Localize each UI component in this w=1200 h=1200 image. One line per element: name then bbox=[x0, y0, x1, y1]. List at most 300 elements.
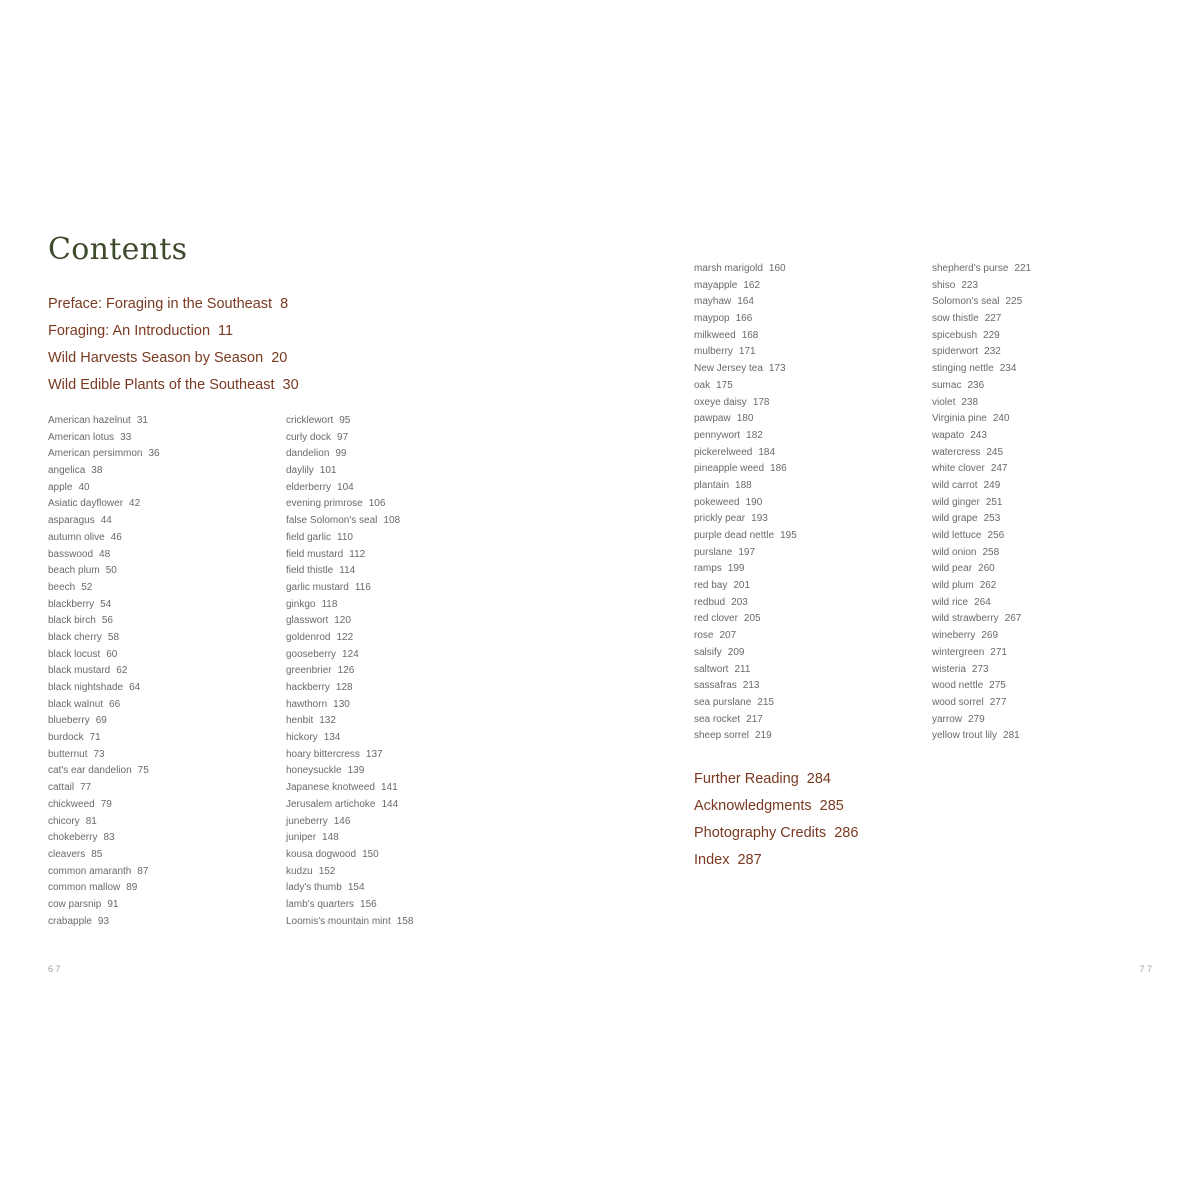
entry-label: pawpaw bbox=[694, 413, 731, 425]
entry-label: red clover bbox=[694, 613, 738, 625]
page-title: Contents bbox=[48, 232, 188, 267]
entry-label: sumac bbox=[932, 379, 962, 391]
plant-entry[interactable] bbox=[48, 880, 160, 897]
plant-entry[interactable] bbox=[286, 446, 413, 463]
entry-label: Preface: Foraging in the Southeast bbox=[48, 296, 273, 312]
entry-label: Jerusalem artichoke bbox=[286, 798, 376, 810]
entry-label: garlic mustard bbox=[286, 581, 349, 593]
plant-entry[interactable] bbox=[286, 413, 413, 430]
plant-entry[interactable] bbox=[286, 880, 413, 897]
entry-page-number: 264 bbox=[974, 596, 991, 608]
plant-entry[interactable] bbox=[932, 528, 1031, 545]
plant-entry[interactable] bbox=[286, 563, 413, 580]
plant-entry[interactable] bbox=[694, 395, 797, 412]
entry-label: beech bbox=[48, 581, 76, 593]
entry-label: evening primrose bbox=[286, 498, 363, 510]
toc-section-entry[interactable] bbox=[48, 372, 299, 399]
entry-page-number: 249 bbox=[983, 479, 1001, 491]
entry-label: gooseberry bbox=[286, 648, 337, 660]
entry-label: hawthorn bbox=[286, 698, 328, 710]
entry-label: spicebush bbox=[932, 329, 978, 341]
plant-entry[interactable] bbox=[48, 413, 160, 430]
plant-entry[interactable] bbox=[48, 580, 160, 597]
plant-entry[interactable] bbox=[694, 511, 797, 528]
entry-page-number: 188 bbox=[735, 479, 752, 491]
entry-page-number: 116 bbox=[354, 581, 371, 593]
entry-label: sheep sorrel bbox=[694, 730, 750, 742]
plant-entry[interactable] bbox=[48, 597, 160, 614]
entry-page-number: 20 bbox=[271, 350, 288, 366]
plant-entry[interactable] bbox=[932, 678, 1031, 695]
plant-list-column-1 bbox=[48, 413, 160, 930]
plant-entry[interactable] bbox=[694, 445, 797, 462]
toc-section-entry[interactable] bbox=[48, 318, 299, 345]
entry-page-number: 148 bbox=[322, 832, 339, 844]
entry-page-number: 223 bbox=[961, 279, 979, 291]
entry-label: mayhaw bbox=[694, 296, 732, 308]
plant-entry[interactable] bbox=[694, 428, 797, 445]
entry-label: black cherry bbox=[48, 631, 102, 643]
entry-label: purple dead nettle bbox=[694, 530, 775, 541]
plant-entry[interactable] bbox=[694, 528, 797, 545]
entry-label: American persimmon bbox=[48, 448, 143, 460]
entry-label: blackberry bbox=[48, 598, 95, 610]
entry-page-number: 95 bbox=[339, 415, 351, 426]
entry-page-number: 260 bbox=[978, 563, 995, 575]
plant-entry[interactable] bbox=[48, 496, 160, 513]
entry-label: salsify bbox=[694, 646, 722, 658]
entry-label: white clover bbox=[932, 463, 985, 475]
entry-page-number: 56 bbox=[101, 615, 113, 627]
entry-page-number: 164 bbox=[737, 296, 754, 308]
plant-entry[interactable] bbox=[932, 495, 1031, 512]
plant-entry[interactable] bbox=[694, 595, 797, 612]
entry-page-number: 44 bbox=[100, 515, 112, 527]
entry-page-number: 258 bbox=[982, 546, 1000, 558]
entry-label: pennywort bbox=[694, 429, 741, 441]
plant-entry[interactable] bbox=[48, 897, 160, 914]
plant-entry[interactable] bbox=[694, 561, 797, 578]
entry-label: black mustard bbox=[48, 665, 111, 677]
plant-entry[interactable] bbox=[694, 578, 797, 595]
plant-entry[interactable] bbox=[48, 797, 160, 814]
plant-entry[interactable] bbox=[932, 344, 1031, 361]
entry-page-number: 285 bbox=[819, 798, 844, 814]
plant-entry[interactable] bbox=[286, 597, 413, 614]
plant-entry[interactable] bbox=[932, 561, 1031, 578]
entry-page-number: 106 bbox=[368, 498, 386, 510]
plant-entry[interactable] bbox=[48, 864, 160, 881]
plant-entry[interactable] bbox=[694, 378, 797, 395]
entry-page-number: 60 bbox=[106, 648, 118, 660]
entry-label: field mustard bbox=[286, 548, 344, 560]
entry-label: wild grape bbox=[932, 513, 978, 525]
plant-entry[interactable] bbox=[48, 847, 160, 864]
entry-page-number: 277 bbox=[989, 696, 1007, 708]
entry-label: violet bbox=[932, 396, 956, 408]
entry-label: wild plum bbox=[932, 580, 974, 592]
plant-list-column-4 bbox=[932, 261, 1031, 745]
plant-entry[interactable] bbox=[694, 478, 797, 495]
entry-page-number: 130 bbox=[333, 698, 350, 710]
plant-entry[interactable] bbox=[932, 411, 1031, 428]
entry-page-number: 209 bbox=[727, 646, 745, 658]
entry-page-number: 97 bbox=[337, 431, 349, 443]
entry-page-number: 54 bbox=[100, 598, 112, 610]
main-entries bbox=[48, 291, 299, 399]
folio-right: 7 7 bbox=[1139, 964, 1152, 974]
entry-page-number: 253 bbox=[983, 513, 1001, 525]
plant-entry[interactable] bbox=[286, 547, 413, 564]
entry-label: mulberry bbox=[694, 346, 733, 358]
plant-entry[interactable] bbox=[286, 864, 413, 881]
plant-entry[interactable] bbox=[694, 545, 797, 562]
entry-page-number: 137 bbox=[365, 748, 383, 760]
entry-label: wintergreen bbox=[932, 646, 985, 658]
entry-label: spiderwort bbox=[932, 346, 979, 358]
entry-label: wild lettuce bbox=[932, 530, 982, 541]
entry-label: lady's thumb bbox=[286, 882, 342, 894]
plant-entry[interactable] bbox=[286, 797, 413, 814]
entry-label: Japanese knotweed bbox=[286, 782, 375, 794]
entry-page-number: 158 bbox=[396, 915, 414, 927]
entry-page-number: 150 bbox=[362, 848, 379, 860]
back-matter-entry[interactable] bbox=[694, 820, 858, 847]
plant-entry[interactable] bbox=[694, 311, 797, 328]
entry-page-number: 195 bbox=[780, 530, 797, 541]
entry-page-number: 240 bbox=[992, 413, 1010, 425]
entry-label: common amaranth bbox=[48, 865, 132, 877]
plant-entry[interactable] bbox=[286, 914, 413, 931]
plant-entry[interactable] bbox=[48, 680, 160, 697]
entry-page-number: 232 bbox=[984, 346, 1001, 358]
plant-entry[interactable] bbox=[286, 763, 413, 780]
entry-label: kousa dogwood bbox=[286, 848, 357, 860]
entry-label: Asiatic dayflower bbox=[48, 498, 124, 510]
plant-entry[interactable] bbox=[694, 695, 797, 712]
plant-entry[interactable] bbox=[286, 480, 413, 497]
entry-label: ramps bbox=[694, 563, 722, 575]
plant-entry[interactable] bbox=[932, 712, 1031, 729]
plant-entry[interactable] bbox=[48, 446, 160, 463]
entry-label: juniper bbox=[286, 832, 317, 844]
entry-label: lamb's quarters bbox=[286, 898, 355, 910]
entry-page-number: 238 bbox=[961, 396, 979, 408]
entry-page-number: 199 bbox=[727, 563, 745, 575]
entry-page-number: 77 bbox=[80, 782, 92, 794]
plant-entry[interactable] bbox=[48, 463, 160, 480]
entry-label: cricklewort bbox=[286, 415, 334, 426]
plant-entry[interactable] bbox=[932, 395, 1031, 412]
entry-page-number: 186 bbox=[770, 463, 787, 475]
entry-page-number: 190 bbox=[745, 496, 763, 508]
plant-entry[interactable] bbox=[694, 261, 797, 278]
plant-entry[interactable] bbox=[932, 478, 1031, 495]
entry-page-number: 89 bbox=[126, 882, 138, 894]
plant-entry[interactable] bbox=[48, 780, 160, 797]
entry-label: pokeweed bbox=[694, 496, 740, 508]
plant-entry[interactable] bbox=[694, 411, 797, 428]
entry-page-number: 207 bbox=[719, 630, 737, 642]
entry-page-number: 31 bbox=[136, 415, 148, 426]
entry-label: henbit bbox=[286, 715, 314, 727]
entry-label: Further Reading bbox=[694, 771, 799, 787]
entry-label: Index bbox=[694, 852, 730, 868]
plant-entry[interactable] bbox=[932, 595, 1031, 612]
plant-entry[interactable] bbox=[932, 628, 1031, 645]
entry-label: Virginia pine bbox=[932, 413, 987, 425]
plant-list-column-3 bbox=[694, 261, 797, 745]
entry-label: oak bbox=[694, 379, 711, 391]
entry-page-number: 146 bbox=[333, 815, 351, 827]
plant-entry[interactable] bbox=[694, 495, 797, 512]
plant-entry[interactable] bbox=[932, 261, 1031, 278]
plant-entry[interactable] bbox=[286, 613, 413, 630]
entry-label: honeysuckle bbox=[286, 765, 342, 777]
plant-entry[interactable] bbox=[48, 663, 160, 680]
entry-label: crabapple bbox=[48, 915, 92, 927]
entry-page-number: 40 bbox=[78, 481, 90, 493]
back-matter-entry[interactable] bbox=[694, 793, 858, 820]
entry-page-number: 134 bbox=[323, 732, 341, 744]
plant-entry[interactable] bbox=[286, 630, 413, 647]
entry-page-number: 46 bbox=[110, 531, 122, 543]
entry-label: wild ginger bbox=[932, 496, 980, 508]
entry-label: stinging nettle bbox=[932, 363, 994, 375]
entry-page-number: 83 bbox=[103, 832, 115, 844]
entry-label: black walnut bbox=[48, 698, 104, 710]
back-matter-entry[interactable] bbox=[694, 766, 858, 793]
plant-entry[interactable] bbox=[48, 697, 160, 714]
entry-label: pickerelweed bbox=[694, 446, 753, 458]
right-page bbox=[600, 0, 1200, 1200]
entry-label: pineapple weed bbox=[694, 463, 765, 475]
entry-page-number: 236 bbox=[967, 379, 985, 391]
entry-page-number: 110 bbox=[337, 531, 353, 543]
plant-entry[interactable] bbox=[286, 647, 413, 664]
plant-entry[interactable] bbox=[932, 578, 1031, 595]
entry-label: saltwort bbox=[694, 663, 729, 675]
plant-entry[interactable] bbox=[932, 645, 1031, 662]
entry-page-number: 269 bbox=[981, 630, 999, 642]
plant-entry[interactable] bbox=[932, 294, 1031, 311]
entry-label: prickly pear bbox=[694, 513, 746, 525]
toc-section-entry[interactable] bbox=[48, 345, 299, 372]
entry-label: greenbrier bbox=[286, 665, 332, 677]
plant-entry[interactable] bbox=[286, 814, 413, 831]
plant-entry[interactable] bbox=[694, 678, 797, 695]
folio-left: 6 7 bbox=[48, 964, 61, 974]
entry-page-number: 243 bbox=[970, 429, 987, 441]
plant-entry[interactable] bbox=[286, 513, 413, 530]
entry-page-number: 229 bbox=[983, 329, 1000, 341]
entry-label: ginkgo bbox=[286, 598, 316, 610]
entry-page-number: 42 bbox=[129, 498, 141, 510]
entry-label: sassafras bbox=[694, 680, 737, 692]
plant-entry[interactable] bbox=[694, 344, 797, 361]
entry-page-number: 114 bbox=[339, 565, 356, 577]
plant-entry[interactable] bbox=[932, 361, 1031, 378]
plant-entry[interactable] bbox=[48, 430, 160, 447]
entry-label: chickweed bbox=[48, 798, 95, 810]
entry-page-number: 175 bbox=[716, 379, 733, 391]
entry-label: cleavers bbox=[48, 848, 86, 860]
plant-entry[interactable] bbox=[48, 747, 160, 764]
entry-page-number: 30 bbox=[282, 377, 299, 393]
plant-entry[interactable] bbox=[286, 580, 413, 597]
plant-entry[interactable] bbox=[932, 278, 1031, 295]
entry-page-number: 168 bbox=[741, 329, 759, 341]
entry-page-number: 221 bbox=[1014, 263, 1032, 274]
plant-entry[interactable] bbox=[286, 496, 413, 513]
plant-list-column-2 bbox=[286, 413, 413, 930]
plant-entry[interactable] bbox=[48, 647, 160, 664]
plant-entry[interactable] bbox=[286, 897, 413, 914]
plant-entry[interactable] bbox=[694, 361, 797, 378]
plant-entry[interactable] bbox=[48, 914, 160, 931]
plant-entry[interactable] bbox=[932, 611, 1031, 628]
entry-page-number: 75 bbox=[137, 765, 149, 777]
entry-page-number: 152 bbox=[318, 865, 336, 877]
entry-label: juneberry bbox=[286, 815, 328, 827]
entry-page-number: 64 bbox=[129, 682, 141, 693]
entry-page-number: 58 bbox=[107, 631, 120, 643]
entry-page-number: 225 bbox=[1005, 296, 1023, 308]
plant-entry[interactable] bbox=[286, 530, 413, 547]
entry-label: blueberry bbox=[48, 715, 90, 727]
entry-page-number: 193 bbox=[751, 513, 768, 525]
entry-label: asparagus bbox=[48, 515, 95, 527]
back-matter-entry[interactable] bbox=[694, 847, 858, 874]
entry-page-number: 160 bbox=[768, 263, 786, 274]
entry-page-number: 124 bbox=[342, 648, 359, 660]
entry-page-number: 8 bbox=[280, 296, 289, 312]
entry-label: angelica bbox=[48, 465, 86, 477]
entry-label: wisteria bbox=[932, 663, 966, 675]
plant-entry[interactable] bbox=[694, 662, 797, 679]
plant-entry[interactable] bbox=[286, 730, 413, 747]
plant-entry[interactable] bbox=[48, 480, 160, 497]
entry-label: oxeye daisy bbox=[694, 396, 747, 408]
plant-entry[interactable] bbox=[48, 730, 160, 747]
entry-label: redbud bbox=[694, 596, 726, 608]
entry-label: basswood bbox=[48, 548, 94, 560]
entry-label: purslane bbox=[694, 546, 733, 558]
plant-entry[interactable] bbox=[694, 611, 797, 628]
plant-entry[interactable] bbox=[48, 830, 160, 847]
plant-entry[interactable] bbox=[932, 378, 1031, 395]
entry-page-number: 62 bbox=[116, 665, 128, 677]
entry-label: Acknowledgments bbox=[694, 798, 812, 814]
entry-page-number: 203 bbox=[731, 596, 748, 608]
plant-entry[interactable] bbox=[286, 463, 413, 480]
entry-page-number: 33 bbox=[120, 431, 132, 443]
plant-entry[interactable] bbox=[48, 513, 160, 530]
entry-page-number: 118 bbox=[321, 598, 338, 610]
plant-entry[interactable] bbox=[286, 697, 413, 714]
plant-entry[interactable] bbox=[48, 563, 160, 580]
entry-label: watercress bbox=[932, 446, 981, 458]
plant-entry[interactable] bbox=[694, 628, 797, 645]
entry-label: black locust bbox=[48, 648, 101, 660]
plant-entry[interactable] bbox=[694, 728, 797, 745]
plant-entry[interactable] bbox=[286, 430, 413, 447]
plant-entry[interactable] bbox=[694, 645, 797, 662]
entry-page-number: 69 bbox=[95, 715, 107, 727]
plant-entry[interactable] bbox=[694, 278, 797, 295]
plant-entry[interactable] bbox=[932, 695, 1031, 712]
toc-section-entry[interactable] bbox=[48, 291, 299, 318]
plant-entry[interactable] bbox=[286, 780, 413, 797]
entry-label: rose bbox=[694, 630, 714, 642]
entry-label: autumn olive bbox=[48, 531, 105, 543]
plant-entry[interactable] bbox=[932, 461, 1031, 478]
plant-entry[interactable] bbox=[286, 680, 413, 697]
entry-page-number: 81 bbox=[85, 815, 97, 827]
plant-entry[interactable] bbox=[694, 294, 797, 311]
plant-entry[interactable] bbox=[694, 328, 797, 345]
entry-label: wild rice bbox=[932, 596, 969, 608]
entry-label: Foraging: An Introduction bbox=[48, 323, 211, 339]
entry-label: dandelion bbox=[286, 448, 330, 460]
entry-page-number: 162 bbox=[743, 279, 761, 291]
entry-label: chokeberry bbox=[48, 832, 98, 844]
plant-entry[interactable] bbox=[932, 311, 1031, 328]
plant-entry[interactable] bbox=[694, 461, 797, 478]
plant-entry[interactable] bbox=[286, 663, 413, 680]
plant-entry[interactable] bbox=[48, 814, 160, 831]
entry-label: marsh marigold bbox=[694, 263, 763, 274]
entry-label: sea purslane bbox=[694, 696, 752, 708]
entry-page-number: 139 bbox=[347, 765, 365, 777]
entry-page-number: 279 bbox=[968, 713, 985, 725]
entry-page-number: 50 bbox=[105, 565, 117, 577]
plant-entry[interactable] bbox=[932, 428, 1031, 445]
plant-entry[interactable] bbox=[48, 547, 160, 564]
plant-entry[interactable] bbox=[932, 511, 1031, 528]
plant-entry[interactable] bbox=[932, 328, 1031, 345]
plant-entry[interactable] bbox=[932, 728, 1031, 745]
entry-page-number: 122 bbox=[336, 631, 354, 643]
plant-entry[interactable] bbox=[932, 662, 1031, 679]
entry-page-number: 91 bbox=[107, 898, 119, 910]
plant-entry[interactable] bbox=[286, 847, 413, 864]
entry-label: hickory bbox=[286, 732, 318, 744]
plant-entry[interactable] bbox=[48, 630, 160, 647]
entry-label: beach plum bbox=[48, 565, 100, 577]
entry-label: yarrow bbox=[932, 713, 963, 725]
plant-entry[interactable] bbox=[286, 830, 413, 847]
plant-entry[interactable] bbox=[932, 545, 1031, 562]
entry-label: butternut bbox=[48, 748, 88, 760]
entry-page-number: 66 bbox=[109, 698, 121, 710]
entry-label: apple bbox=[48, 481, 73, 493]
plant-entry[interactable] bbox=[694, 712, 797, 729]
plant-entry[interactable] bbox=[48, 613, 160, 630]
entry-label: Wild Harvests Season by Season bbox=[48, 350, 264, 366]
entry-page-number: 156 bbox=[360, 898, 377, 910]
plant-entry[interactable] bbox=[48, 713, 160, 730]
plant-entry[interactable] bbox=[932, 445, 1031, 462]
entry-page-number: 201 bbox=[733, 580, 751, 592]
entry-label: hackberry bbox=[286, 682, 330, 693]
plant-entry[interactable] bbox=[286, 747, 413, 764]
plant-entry[interactable] bbox=[286, 713, 413, 730]
plant-entry[interactable] bbox=[48, 763, 160, 780]
entry-page-number: 132 bbox=[319, 715, 336, 727]
entry-page-number: 36 bbox=[148, 448, 160, 460]
plant-entry[interactable] bbox=[48, 530, 160, 547]
